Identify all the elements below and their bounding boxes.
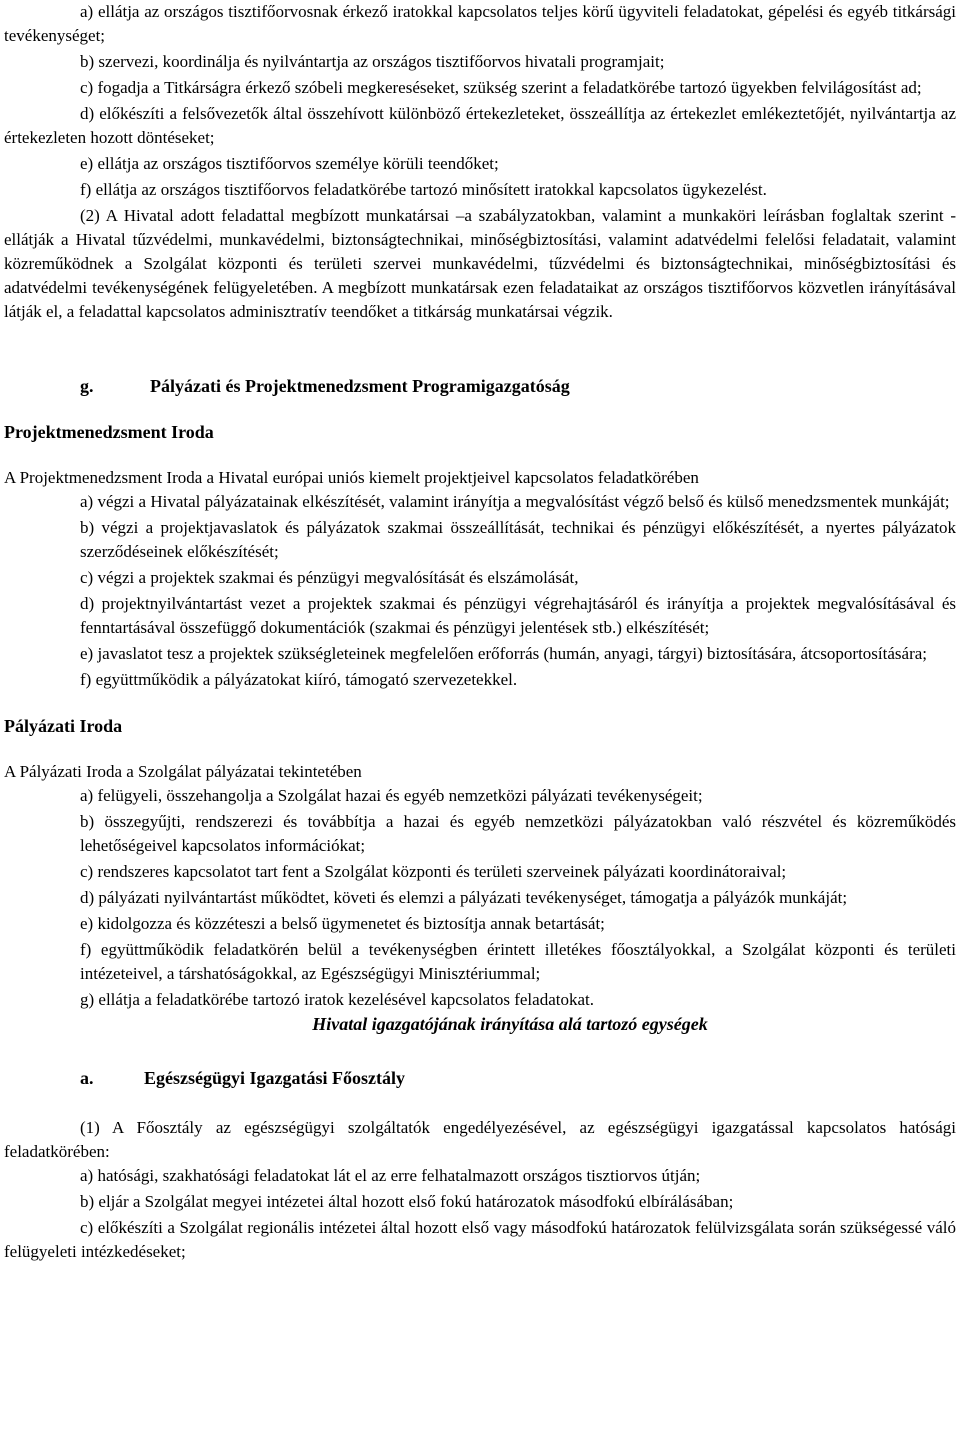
list-item: f) együttműködik feladatkörén belül a tevékenységben érintett illetékes főosztályokkal, a Szolgálat központi és területi intézeteivel, a társhatóságokkal, az Egészségügyi Minisztériummal; (80, 940, 956, 983)
list-item: c) fogadja a Titkárságra érkező szóbeli megkereséseket, szükség szerint a feladatkörébe tartozó ügyekben felvilágosítást ad; (80, 78, 922, 97)
top-list (4, 0, 956, 324)
hivatal-heading: Hivatal igazgatójának irányítása alá tartozó egységek (312, 1014, 708, 1034)
list-item: e) javaslatot tesz a projektek szükségleteinek megfelelően erőforrás (humán, anyagi, tárgyi) biztosítására, átcsoportosítására; (80, 644, 927, 663)
list-item: f) együttműködik a pályázatokat kiíró, támogató szervezetekkel. (80, 670, 518, 689)
projekt-iroda-heading: Projektmenedzsment Iroda (4, 422, 214, 442)
section-a-heading (80, 1066, 956, 1090)
list-item: a) ellátja az országos tisztifőorvosnak érkező iratokkal kapcsolatos teljes körű ügyviteli feladatokat, gépelési és egyéb titkársági tevékenységet; (4, 2, 956, 45)
list-item: a) végzi a Hivatal pályázatainak elkészítését, valamint irányítja a megvalósítást végző belső és külső menedzsmentek munkáját; (80, 492, 950, 511)
list-item: c) előkészíti a Szolgálat regionális intézetei által hozott első vagy másodfokú határozatok felülvizsgálata során szükségessé váló felügyeleti intézkedéseket; (4, 1218, 956, 1261)
list-item: f) ellátja az országos tisztifőorvos feladatkörébe tartozó minősített iratokkal kapcsolatos ügykezelést. (80, 180, 767, 199)
section-g-title: Pályázati és Projektmenedzsment Programigazgatóság (150, 376, 570, 396)
projekt-iroda-intro: A Projektmenedzsment Iroda a Hivatal európai uniós kiemelt projektjeivel kapcsolatos feladatkörében (4, 468, 699, 487)
list-item: d) projektnyilvántartást vezet a projektek szakmai és pénzügyi végrehajtásáról és irányítja a projektek megvalósításával és fenntartásával összefüggő dokumentációk (szakmai és pénzügyi jelentések stb.) elkészítését; (80, 594, 956, 637)
list-item: d) előkészíti a felsővezetők által összehívott különböző értekezleteket, összeállítja az értekezlet emlékeztetőjét, nyilvántartja az értekezleten hozott döntéseket; (4, 104, 956, 147)
list-item: c) rendszeres kapcsolatot tart fent a Szolgálat központi és területi szerveinek pályázati koordinátoraival; (80, 862, 787, 881)
list-item: b) összegyűjti, rendszerezi és továbbítja a hazai és egyéb nemzetközi pályázatokban való részvétel és közreműködés lehetőségeivel kapcsolatos információkat; (80, 812, 956, 855)
list-item: b) végzi a projektjavaslatok és pályázatok szakmai összeállítását, technikai és pénzügyi előkészítését, a nyertes pályázatok szerződéseinek előkészítését; (80, 518, 956, 561)
palyazati-iroda-heading: Pályázati Iroda (4, 716, 123, 736)
projekt-iroda-list (4, 490, 956, 692)
palyazati-iroda-list (4, 784, 956, 1012)
section-g-heading (80, 374, 956, 398)
list-item: a) felügyeli, összehangolja a Szolgálat hazai és egyéb nemzetközi pályázati tevékenységeit; (80, 786, 703, 805)
list-item: a) hatósági, szakhatósági feladatokat lát el az erre felhatalmazott országos tisztiorvos útján; (80, 1166, 701, 1185)
list-item: b) eljár a Szolgálat megyei intézetei által hozott első fokú határozatok másodfokú elbírálásában; (80, 1192, 734, 1211)
list-item: b) szervezi, koordinálja és nyilvántartja az országos tisztifőorvos hivatali programjait; (80, 52, 665, 71)
section-a-paragraph-1: (1) A Főosztály az egészségügyi szolgáltatók engedélyezésével, az egészségügyi igazgatással kapcsolatos hatósági feladatkörében: (4, 1118, 956, 1161)
list-item: e) ellátja az országos tisztifőorvos személye körüli teendőket; (80, 154, 499, 173)
list-item: d) pályázati nyilvántartást működtet, követi és elemzi a pályázati tevékenységet, támogatja a pályázók munkáját; (80, 888, 848, 907)
palyazati-iroda-intro: A Pályázati Iroda a Szolgálat pályázatai tekintetében (4, 762, 362, 781)
list-item: c) végzi a projektek szakmai és pénzügyi megvalósítását és elszámolását, (80, 568, 579, 587)
section-a-label: a. (80, 1068, 94, 1088)
paragraph-2: (2) A Hivatal adott feladattal megbízott munkatársai –a szabályzatokban, valamint a munkaköri leírásban foglaltak szerint - ellátják a Hivatal tűzvédelmi, munkavédelmi, biztonságtechnikai, minőségbiztosítási, valamint adatvédelmi felelősi feladatait, valamint közreműködnek a Szolgálat központi és területi szervei munkavédelmi, tűzvédelmi és biztonságtechnikai, minőségbiztosítási és adatvédelmi tevékenységének felügyeletében. A megbízott munkatársak ezen feladataikat az országos tisztifőorvos közvetlen irányításával látják el, a feladattal kapcsolatos adminisztratív teendőket a titkárság munkatársai végzik. (4, 206, 956, 321)
list-item: g) ellátja a feladatkörébe tartozó iratok kezelésével kapcsolatos feladatokat. (80, 990, 594, 1009)
section-a-list (4, 1164, 956, 1264)
document-page (4, 0, 956, 1264)
section-g-label: g. (80, 376, 94, 396)
section-a-title: Egészségügyi Igazgatási Főosztály (144, 1068, 405, 1088)
list-item: e) kidolgozza és közzéteszi a belső ügymenetet és biztosítja annak betartását; (80, 914, 605, 933)
